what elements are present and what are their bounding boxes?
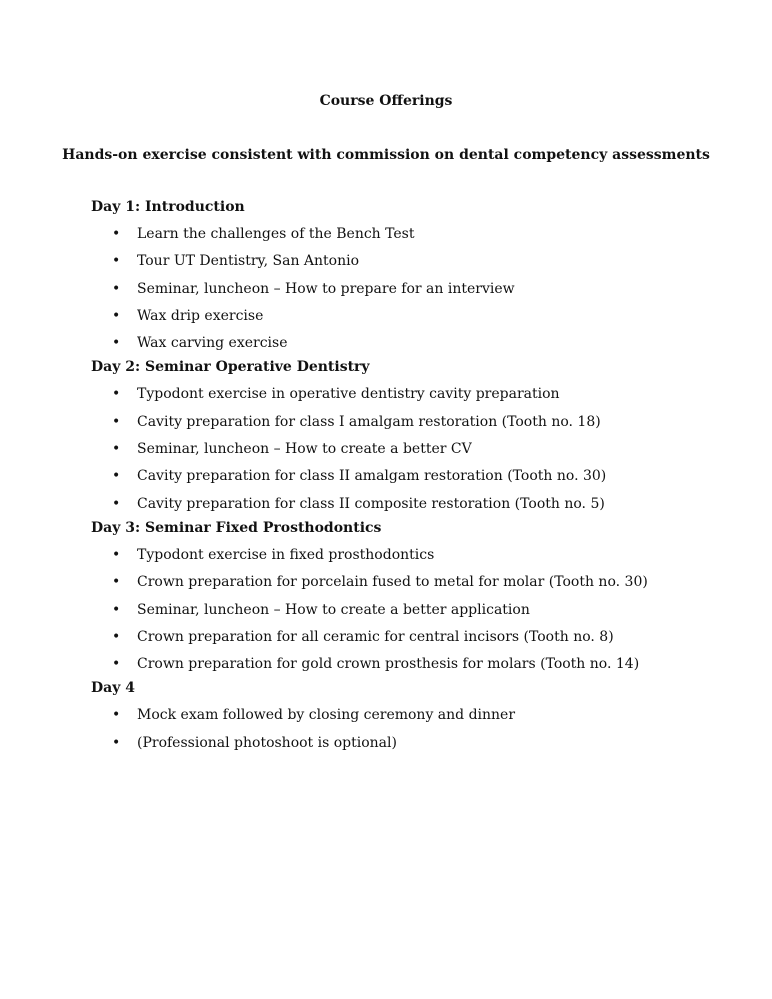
list-item <box>91 462 751 489</box>
list-item <box>91 329 751 356</box>
bullet-icon: • <box>112 468 121 485</box>
bullet-icon: • <box>112 441 121 458</box>
list-item <box>91 596 751 623</box>
list-item-text: Mock exam followed by closing ceremony and dinner <box>137 707 516 724</box>
bullet-icon: • <box>112 280 121 297</box>
list-item <box>91 380 751 407</box>
list-item-text: Cavity preparation for class II amalgam restoration (Tooth no. 30) <box>137 468 607 485</box>
day-1-section <box>91 196 751 356</box>
list-item-text: Seminar, luncheon – How to prepare for an interview <box>137 280 515 297</box>
day-3-list <box>91 541 751 677</box>
bullet-icon: • <box>112 574 121 591</box>
page-title: Course Offerings <box>319 93 453 109</box>
list-item <box>91 650 751 677</box>
list-item-text: Cavity preparation for class I amalgam restoration (Tooth no. 18) <box>137 413 601 430</box>
list-item <box>91 541 751 568</box>
bullet-icon: • <box>112 307 121 324</box>
bullet-icon: • <box>112 628 121 645</box>
day-3-section <box>91 517 751 677</box>
bullet-icon: • <box>112 656 121 673</box>
list-item <box>91 220 751 247</box>
course-schedule <box>91 196 751 756</box>
list-item-text: Crown preparation for all ceramic for central incisors (Tooth no. 8) <box>137 628 614 645</box>
day-heading: Day 3: Seminar Fixed Prosthodontics <box>91 519 382 536</box>
list-item-text: (Professional photoshoot is optional) <box>137 734 397 751</box>
bullet-icon: • <box>112 734 121 751</box>
list-item-text: Seminar, luncheon – How to create a better CV <box>137 441 472 458</box>
list-item-text: Typodont exercise in operative dentistry cavity preparation <box>137 386 560 403</box>
bullet-icon: • <box>112 335 121 352</box>
list-item <box>91 701 751 728</box>
bullet-icon: • <box>112 546 121 563</box>
day-heading: Day 2: Seminar Operative Dentistry <box>91 359 370 376</box>
day-heading: Day 1: Introduction <box>91 199 245 215</box>
list-item-text: Wax carving exercise <box>137 335 288 352</box>
list-item-text: Seminar, luncheon – How to create a better application <box>137 601 530 618</box>
list-item <box>91 490 751 517</box>
bullet-icon: • <box>112 386 121 403</box>
list-item <box>91 302 751 329</box>
day-4-section <box>91 677 751 756</box>
day-1-list <box>91 220 751 356</box>
day-4-list <box>91 701 751 756</box>
list-item-text: Tour UT Dentistry, San Antonio <box>137 253 360 270</box>
bullet-icon: • <box>112 495 121 512</box>
list-item-text: Crown preparation for gold crown prosthesis for molars (Tooth no. 14) <box>137 656 640 673</box>
list-item-text: Typodont exercise in fixed prosthodontics <box>137 546 435 563</box>
list-item <box>91 729 751 756</box>
list-item-text: Wax drip exercise <box>137 307 264 324</box>
list-item <box>91 435 751 462</box>
bullet-icon: • <box>112 601 121 618</box>
list-item <box>91 247 751 274</box>
list-item-text: Crown preparation for porcelain fused to metal for molar (Tooth no. 30) <box>137 574 648 591</box>
list-item <box>91 568 751 595</box>
list-item <box>91 623 751 650</box>
day-2-section <box>91 356 751 516</box>
page-subtitle: Hands-on exercise consistent with commission on dental competency assessments <box>62 147 710 163</box>
bullet-icon: • <box>112 253 121 270</box>
day-2-list <box>91 380 751 516</box>
bullet-icon: • <box>112 413 121 430</box>
list-item-text: Learn the challenges of the Bench Test <box>137 226 415 242</box>
bullet-icon: • <box>112 707 121 724</box>
bullet-icon: • <box>112 226 121 242</box>
list-item-text: Cavity preparation for class II composite restoration (Tooth no. 5) <box>137 495 605 512</box>
day-heading: Day 4 <box>91 680 135 697</box>
list-item <box>91 408 751 435</box>
list-item <box>91 275 751 302</box>
